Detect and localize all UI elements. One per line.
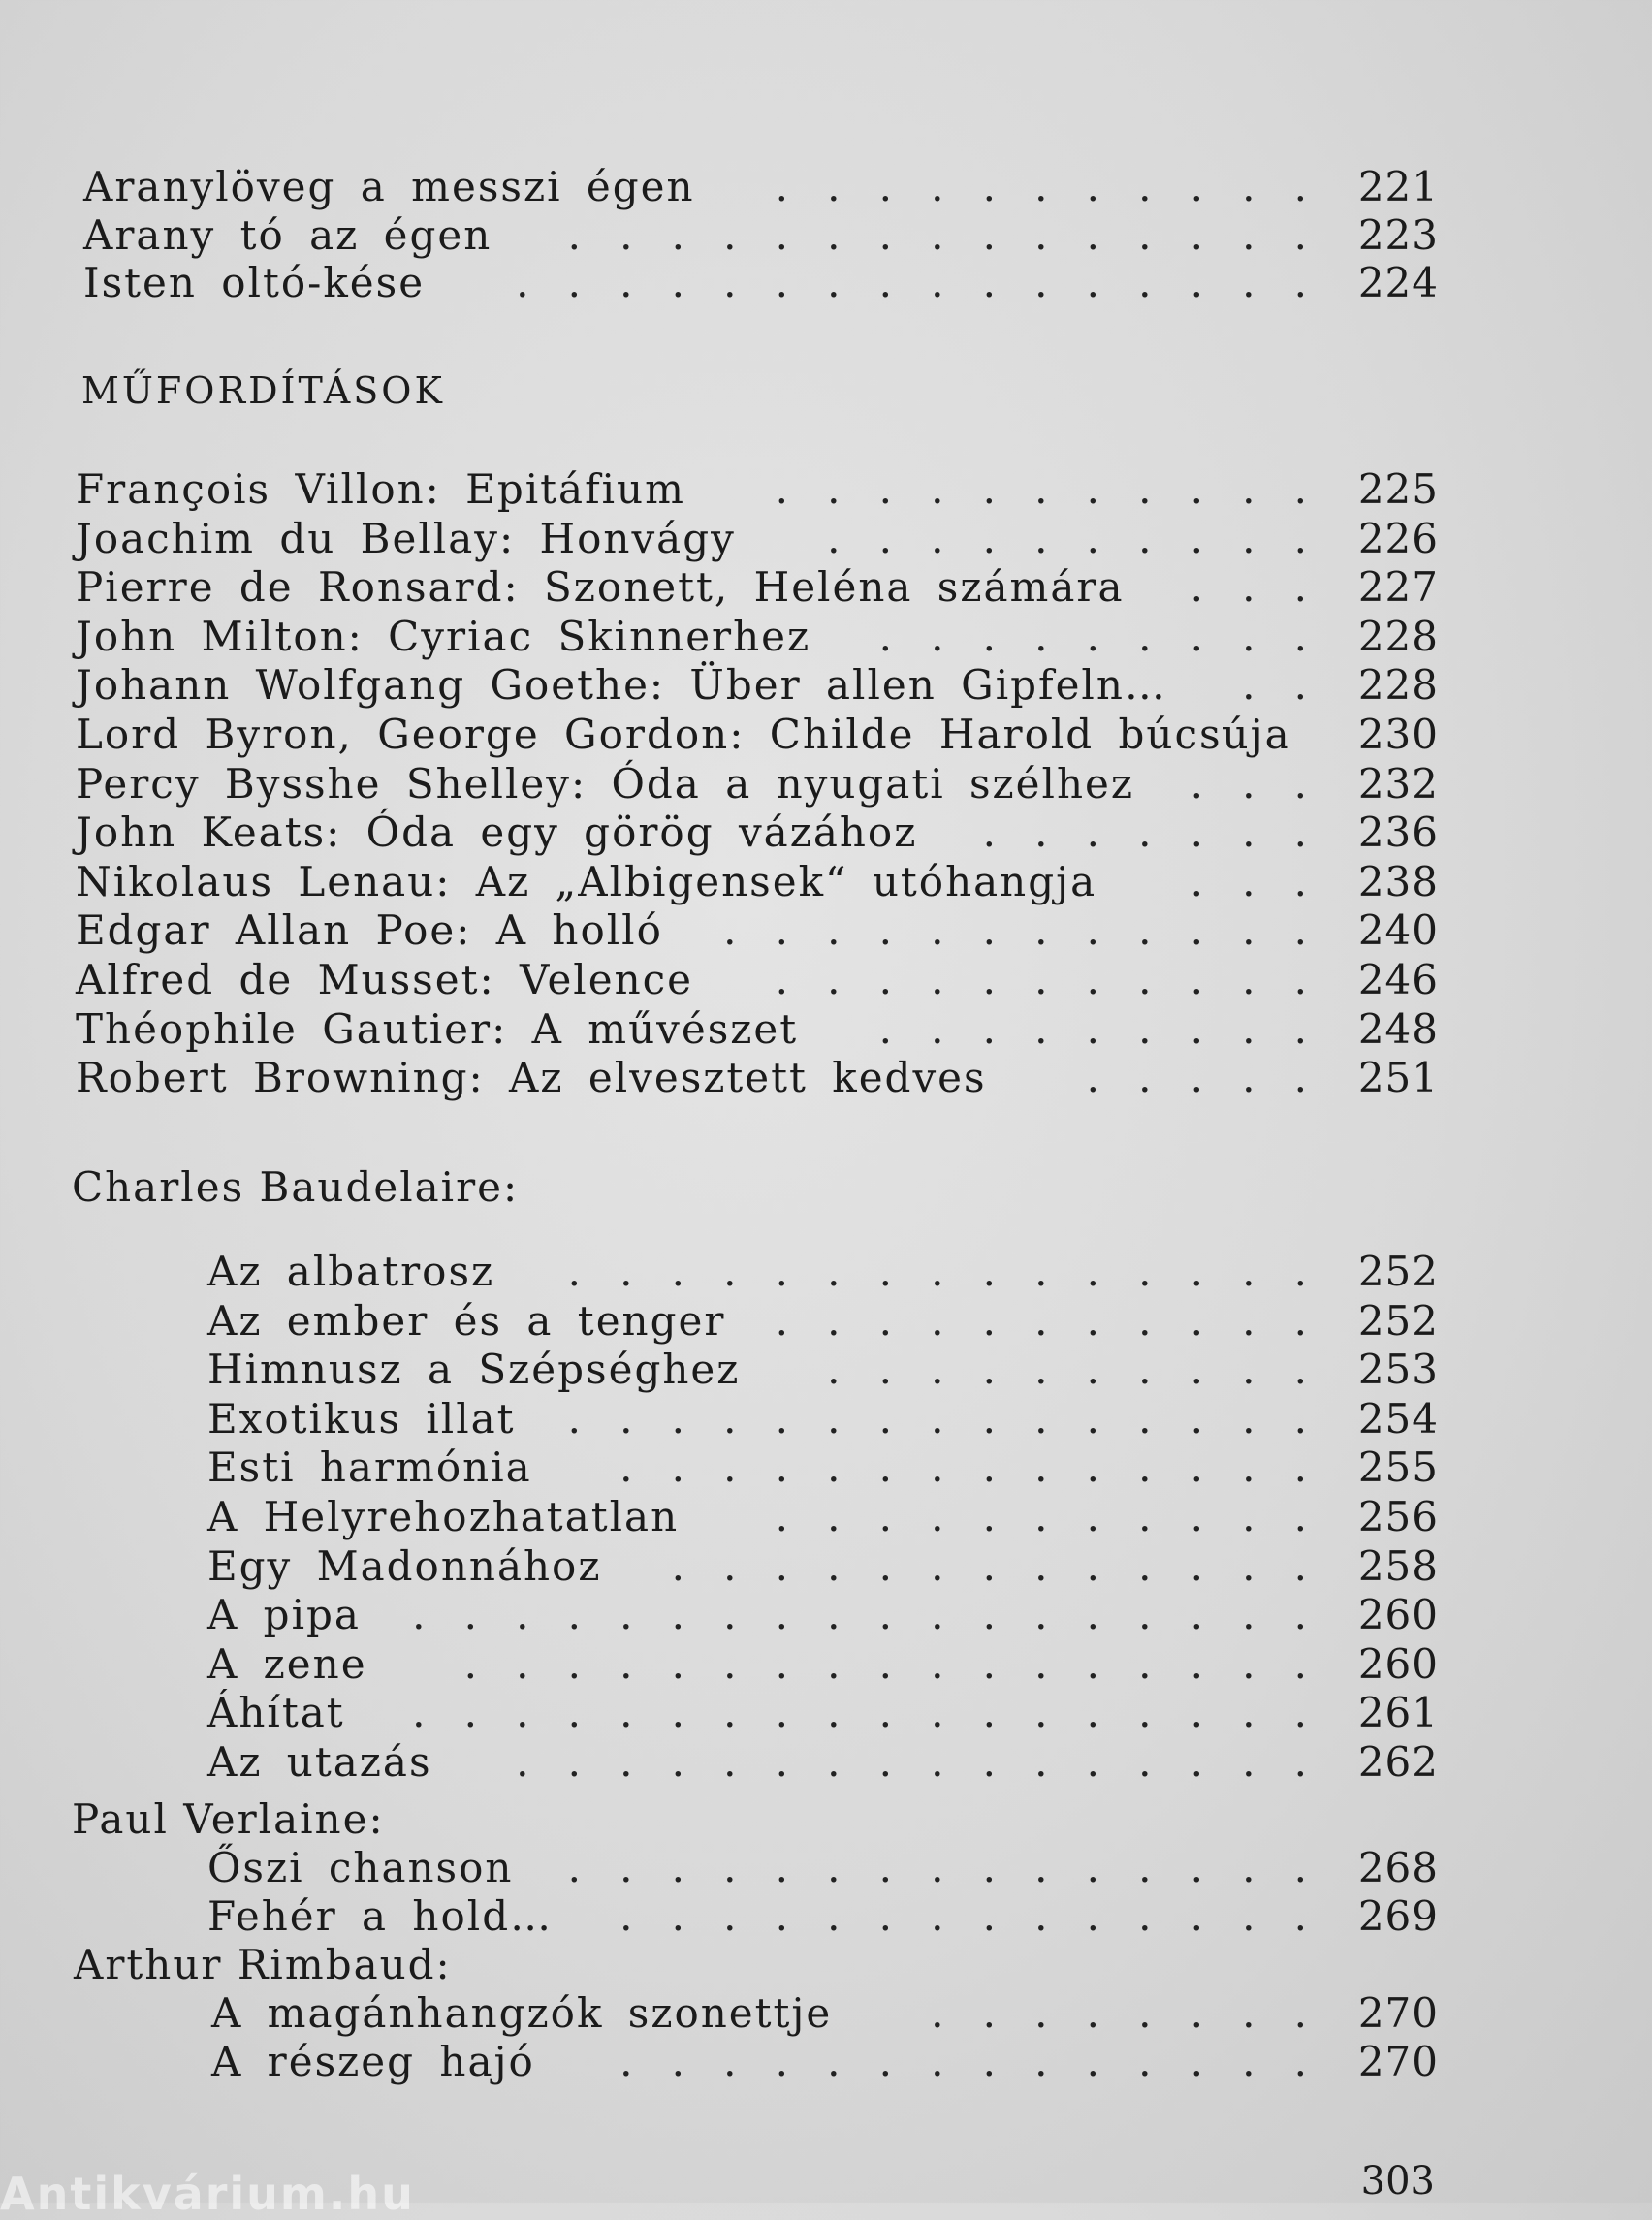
entry-page-number: 230 — [1357, 711, 1439, 758]
toc-entry — [0, 1542, 1652, 1591]
entry-title: A Helyrehozhatatlan — [207, 1493, 680, 1540]
entry-title: Percy Bysshe Shelley: Óda a nyugati szélhez — [76, 759, 1135, 808]
dot-leader: . . . . . . . . . . . . . — [671, 1541, 1307, 1590]
entry-page-number: 228 — [1357, 661, 1439, 710]
toc-entry — [0, 1443, 1652, 1492]
entry-page-number: 227 — [1357, 563, 1439, 612]
entry-title: Pierre de Ronsard: Szonett, Heléna számára — [76, 563, 1125, 612]
entry-title: Egy Madonnához — [207, 1541, 602, 1590]
entry-page-number: 223 — [1357, 210, 1439, 259]
toc-entry — [0, 211, 1652, 260]
entry-title: A magánhangzók szonettje — [211, 1989, 833, 2037]
toc-entry — [0, 1640, 1652, 1689]
dot-leader: . . . . . . . . . . . . . . . . . — [463, 1639, 1307, 1688]
toc-entry — [0, 809, 1652, 857]
dot-leader: . . . . . . . . . . . — [775, 163, 1307, 210]
dot-leader: . . . . . . . . . . . — [775, 1296, 1307, 1345]
entry-title: Lord Byron, George Gordon: Childe Harold búcsúja — [76, 711, 1291, 758]
toc-entry — [0, 613, 1652, 661]
entry-page-number: 221 — [1357, 163, 1439, 210]
entry-page-number: 236 — [1357, 809, 1439, 857]
entry-page-number: 224 — [1357, 259, 1439, 306]
toc-entry — [0, 1738, 1652, 1787]
entry-title: Alfred de Musset: Velence — [76, 956, 694, 1003]
entry-title: A pipa — [207, 1591, 361, 1639]
entry-page-number: 260 — [1357, 1591, 1439, 1639]
toc-entry — [0, 760, 1652, 809]
entry-page-number: 246 — [1357, 956, 1439, 1003]
toc-entry — [0, 563, 1652, 612]
entry-page-number: 254 — [1357, 1394, 1439, 1443]
dot-leader: . . . . . . . . . . . . . . . . . . — [412, 1591, 1307, 1639]
dot-leader: . . . . . . . . — [931, 1989, 1307, 2037]
toc-entry — [0, 906, 1652, 955]
entry-title: John Keats: Óda egy görög vázához — [76, 809, 918, 857]
dot-leader: . . . . . . . . . . . . . . . . — [516, 259, 1307, 306]
entry-page-number: 270 — [1357, 2038, 1439, 2085]
dot-leader: . . . . . . . . . . . . . . . — [567, 1844, 1307, 1891]
toc-entry — [0, 465, 1652, 514]
entry-title: Johann Wolfgang Goethe: Über allen Gipfeln… — [76, 661, 1167, 710]
toc-entry — [0, 163, 1652, 211]
dot-leader: . . . . . . . . . . . . . . — [620, 1443, 1307, 1492]
author-heading-verlaine: Paul Verlaine: — [72, 1795, 385, 1843]
entry-page-number: 261 — [1357, 1689, 1439, 1737]
entry-title: Áhítat — [207, 1689, 345, 1737]
author-heading-baudelaire: Charles Baudelaire: — [72, 1163, 520, 1211]
toc-entry — [0, 661, 1652, 710]
toc-entry — [0, 515, 1652, 563]
page-number: 303 — [1360, 2159, 1435, 2204]
entry-page-number: 248 — [1357, 1004, 1439, 1053]
entry-page-number: 225 — [1357, 465, 1439, 513]
entry-page-number: 226 — [1357, 514, 1439, 562]
toc-entry — [0, 956, 1652, 1004]
author-heading-rimbaud: Arthur Rimbaud: — [74, 1941, 452, 1988]
entry-title: Esti harmónia — [207, 1443, 532, 1492]
entry-page-number: 255 — [1357, 1443, 1439, 1492]
toc-entry — [0, 711, 1652, 759]
dot-leader: . . . . . . . . . . . — [775, 465, 1307, 513]
entry-page-number: 260 — [1357, 1639, 1439, 1688]
dot-leader: . . . . . . . — [982, 809, 1307, 857]
dot-leader: . . . . . — [1086, 1054, 1307, 1102]
entry-title: Théophile Gautier: A művészet — [76, 1004, 799, 1053]
entry-title: Aranylöveg a messzi égen — [83, 163, 695, 210]
toc-entry — [0, 1297, 1652, 1346]
entry-title: Az albatrosz — [207, 1248, 495, 1295]
dot-leader: . . . . . . . . . . . . . . . — [567, 210, 1307, 259]
toc-entry — [0, 1005, 1652, 1054]
toc-entry — [0, 1989, 1652, 2038]
watermark: Antikvárium.hu — [0, 2168, 415, 2220]
toc-entry — [0, 259, 1652, 307]
entry-page-number: 228 — [1357, 612, 1439, 660]
dot-leader: . . . . . . . . . — [878, 612, 1307, 660]
dot-leader: . . . . . . . . . . . . . . . . . . — [412, 1689, 1307, 1737]
dot-leader: . . . . . . . . . . . . . . — [620, 1892, 1307, 1940]
dot-leader: . . . . . . . . . . . . . . . — [567, 1248, 1307, 1295]
dot-leader: . . . . . . . . . . . . — [723, 906, 1307, 955]
entry-page-number: 252 — [1357, 1296, 1439, 1345]
toc-entry — [0, 1395, 1652, 1443]
entry-title: Edgar Allan Poe: A holló — [76, 906, 663, 955]
dot-leader: . . — [1242, 661, 1307, 710]
entry-title: Isten oltó-kése — [83, 259, 426, 306]
entry-page-number: 232 — [1357, 759, 1439, 808]
dot-leader: . . . . . . . . . . . — [775, 956, 1307, 1003]
entry-title: Himnusz a Szépséghez — [207, 1346, 741, 1394]
entry-page-number: 256 — [1357, 1493, 1439, 1540]
dot-leader: . . . . . . . . . . . . . . — [620, 2038, 1307, 2085]
entry-page-number: 251 — [1357, 1054, 1439, 1102]
toc-entry — [0, 1892, 1652, 1941]
entry-page-number: 253 — [1357, 1346, 1439, 1394]
dot-leader: . . . . . . . . . . — [827, 1346, 1307, 1394]
entry-title: Exotikus illat — [207, 1394, 516, 1443]
section-heading: MŰFORDÍTÁSOK — [81, 369, 445, 412]
entry-title: John Milton: Cyriac Skinnerhez — [76, 612, 811, 660]
entry-title: Őszi chanson — [207, 1844, 514, 1891]
dot-leader: . . . — [1190, 759, 1307, 808]
entry-title: Joachim du Bellay: Honvágy — [76, 514, 736, 562]
dot-leader: . . . . . . . . . — [878, 1004, 1307, 1053]
entry-page-number: 258 — [1357, 1541, 1439, 1590]
entry-title: Fehér a hold… — [207, 1892, 554, 1940]
entry-page-number: 270 — [1357, 1989, 1439, 2037]
entry-title: A részeg hajó — [211, 2038, 535, 2085]
dot-leader: . . . — [1190, 857, 1307, 905]
toc-entry — [0, 2038, 1652, 2086]
toc-entry — [0, 858, 1652, 906]
entry-page-number: 240 — [1357, 906, 1439, 955]
entry-page-number: 262 — [1357, 1738, 1439, 1786]
dot-leader: . . . . . . . . . . . . . . . . — [516, 1738, 1307, 1786]
toc-entry — [0, 1054, 1652, 1102]
dot-leader: . . . . . . . . . . . — [775, 1493, 1307, 1540]
entry-title: Robert Browning: Az elvesztett kedves — [76, 1054, 987, 1102]
toc-entry — [0, 1689, 1652, 1737]
toc-entry — [0, 1591, 1652, 1639]
entry-page-number: 252 — [1357, 1248, 1439, 1295]
toc-entry — [0, 1248, 1652, 1296]
entry-title: Arany tó az égen — [83, 210, 492, 259]
entry-title: Az utazás — [207, 1738, 432, 1786]
toc-entry — [0, 1493, 1652, 1541]
dot-leader: . . . — [1190, 563, 1307, 612]
toc-entry — [0, 1844, 1652, 1892]
entry-title: Az ember és a tenger — [207, 1296, 726, 1345]
entry-title: François Villon: Epitáfium — [76, 465, 685, 513]
entry-title: Nikolaus Lenau: Az „Albigensek“ utóhangja — [76, 857, 1097, 905]
entry-page-number: 238 — [1357, 857, 1439, 905]
dot-leader: . . . . . . . . . . — [827, 514, 1307, 562]
entry-page-number: 269 — [1357, 1892, 1439, 1940]
dot-leader: . . . . . . . . . . . . . . . — [567, 1394, 1307, 1443]
entry-title: A zene — [207, 1639, 367, 1688]
toc-entry — [0, 1346, 1652, 1394]
entry-page-number: 268 — [1357, 1844, 1439, 1891]
